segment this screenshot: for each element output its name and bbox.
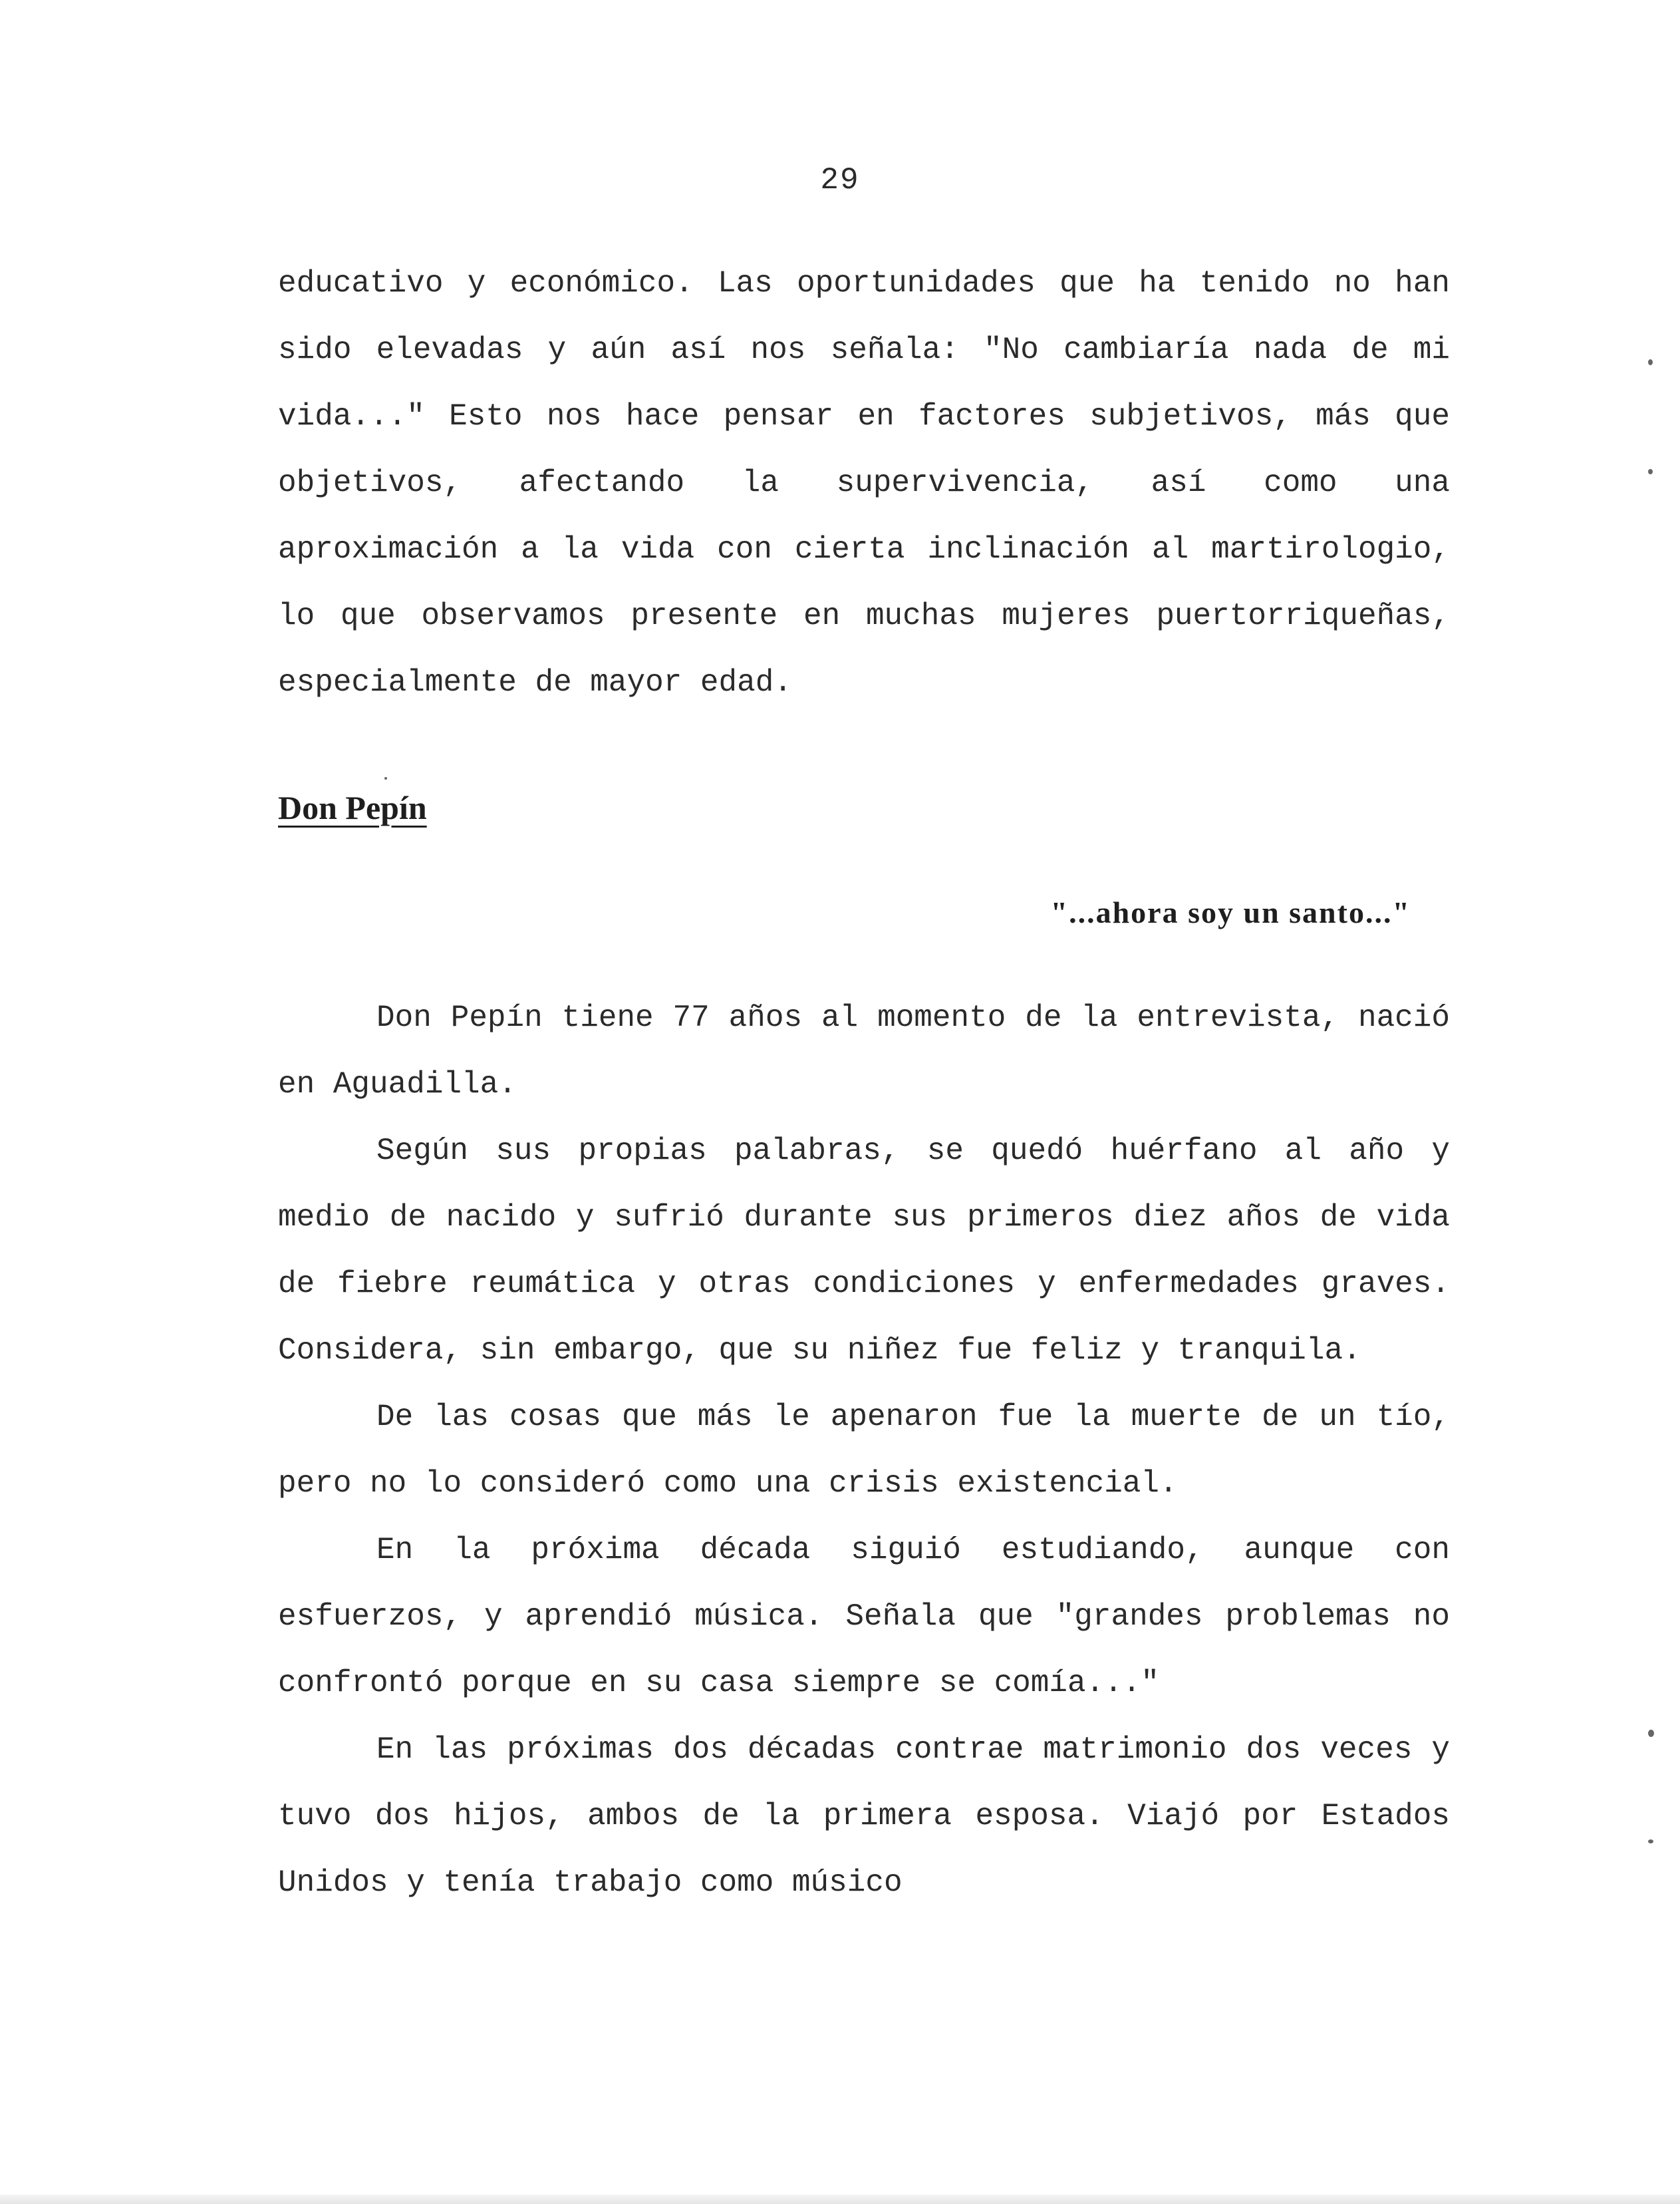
section-text-block: [278, 985, 1450, 1916]
paragraph: educativo y económico. Las oportunidades que ha tenido no han sido elevadas y aún así nos señala: "No cambiaría nada de mi vida..." Esto nos hace pensar en factores subjetivos, más que objetivos, afectando la supervivencia, así como una aproximación a la vida con cierta inclinación al martirologio, lo que observamos presente en muchas mujeres puertorriqueñas, especialmente de mayor edad.: [278, 266, 1450, 700]
section-heading: Don Pepín: [278, 789, 427, 826]
scan-speck: [1648, 1730, 1654, 1737]
paragraph: Según sus propias palabras, se quedó huérfano al año y medio de nacido y sufrió durante sus primeros diez años de vida de fiebre reumática y otras condiciones y enfermedades graves. Considera, sin embargo, que su niñez fue feliz y tranquila.: [278, 1134, 1450, 1368]
scan-speck: [384, 777, 387, 780]
page-number: 29: [820, 163, 860, 198]
paragraph: En las próximas dos décadas contrae matrimonio dos veces y tuvo dos hijos, ambos de la primera esposa. Viajó por Estados Unidos y tenía trabajo como músico: [278, 1732, 1450, 1900]
epigraph-quote: "...ahora soy un santo...": [1050, 895, 1411, 929]
scan-speck: [1648, 1839, 1653, 1843]
paragraph: Don Pepín tiene 77 años al momento de la entrevista, nació en Aguadilla.: [278, 1001, 1450, 1102]
intro-text-block: [278, 250, 1450, 716]
paragraph: De las cosas que más le apenaron fue la muerte de un tío, pero no lo consideró como una crisis existencial.: [278, 1400, 1450, 1501]
scan-speck: [1648, 469, 1653, 474]
paragraph: En la próxima década siguió estudiando, aunque con esfuerzos, y aprendió música. Señala que "grandes problemas no confrontó porque en su casa siempre se comía...": [278, 1533, 1450, 1700]
scan-speck: [1648, 359, 1653, 365]
scan-bottom-edge: [0, 2195, 1680, 2204]
